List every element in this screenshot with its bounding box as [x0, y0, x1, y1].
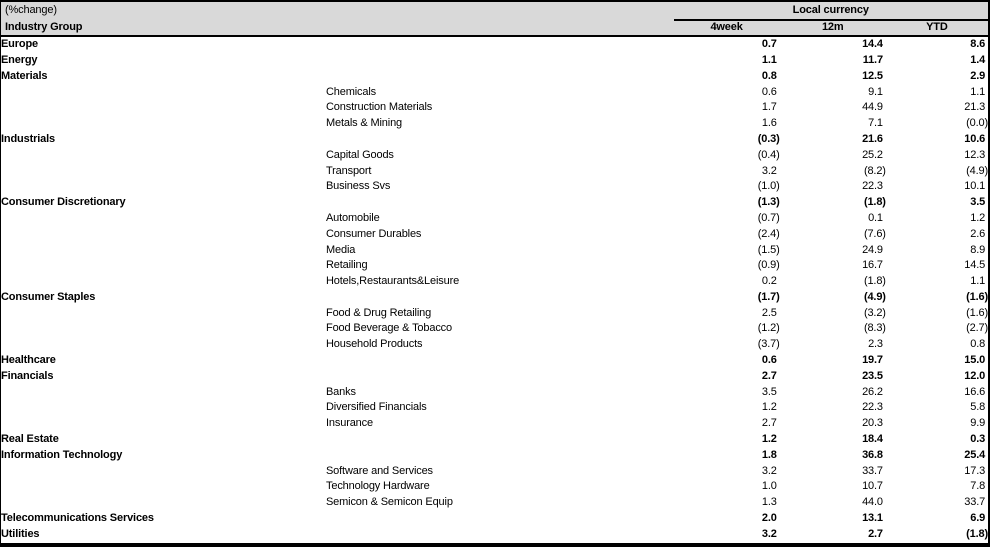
column-header-ytd: YTD — [886, 20, 989, 36]
value-ytd: 33.7 — [964, 496, 988, 509]
value-4week: 2.0 — [761, 512, 780, 525]
value-4week: (1.0) — [757, 180, 780, 193]
row-label: Insurance — [326, 417, 373, 430]
row-label: Food & Drug Retailing — [326, 306, 432, 319]
value-ytd: 25.4 — [964, 448, 988, 461]
value-12m: 16.7 — [862, 259, 886, 272]
value-ytd: 1.1 — [970, 85, 988, 98]
table-row — [1, 385, 990, 401]
value-4week: 3.2 — [761, 464, 780, 477]
value-12m: 12.5 — [862, 69, 886, 82]
row-label: Technology Hardware — [326, 480, 430, 493]
table-row — [1, 211, 990, 227]
row-label: Energy — [1, 53, 38, 66]
value-ytd: 16.6 — [964, 385, 988, 398]
row-label: Food Beverage & Tobacco — [326, 322, 452, 335]
table-row — [1, 69, 990, 85]
value-12m: 26.2 — [862, 385, 886, 398]
value-4week: 0.2 — [761, 275, 780, 288]
value-4week: 1.2 — [761, 433, 780, 446]
value-4week: (1.5) — [757, 243, 780, 256]
row-label: Materials — [1, 69, 48, 82]
value-ytd: 10.6 — [964, 132, 988, 145]
value-ytd: 3.5 — [970, 196, 988, 209]
value-12m: 2.3 — [868, 338, 886, 351]
table-row — [1, 416, 990, 432]
value-4week: 1.8 — [761, 448, 780, 461]
value-12m: 20.3 — [862, 417, 886, 430]
row-label: Healthcare — [1, 354, 56, 367]
table-row — [1, 464, 990, 480]
value-12m: 33.7 — [862, 464, 886, 477]
value-ytd: 0.8 — [970, 338, 988, 351]
row-label: Europe — [1, 38, 38, 51]
row-label: Metals & Mining — [326, 117, 403, 130]
value-4week: (1.3) — [757, 196, 780, 209]
table-row — [1, 132, 990, 148]
value-12m: (7.6) — [863, 227, 886, 240]
value-4week: 1.6 — [761, 117, 780, 130]
row-label: Banks — [326, 385, 356, 398]
value-4week: (0.7) — [757, 211, 780, 224]
value-4week: 1.0 — [761, 480, 780, 493]
local-currency-header: Local currency — [674, 1, 990, 20]
value-ytd: 8.6 — [970, 38, 988, 51]
row-label: Consumer Durables — [326, 227, 422, 240]
value-ytd: (2.7) — [966, 322, 988, 335]
row-label: Semicon & Semicon Equip — [326, 496, 453, 509]
value-12m: 24.9 — [862, 243, 886, 256]
value-ytd: 21.3 — [964, 101, 988, 114]
value-4week: (1.7) — [757, 290, 780, 303]
row-label: Construction Materials — [326, 101, 433, 114]
value-ytd: 15.0 — [964, 354, 988, 367]
header-row-columns — [1, 20, 990, 36]
row-label: Consumer Discretionary — [1, 196, 126, 209]
table-row — [1, 337, 990, 353]
value-4week: (0.4) — [757, 148, 780, 161]
row-label: Automobile — [326, 211, 380, 224]
value-12m: (1.8) — [863, 196, 886, 209]
value-12m: 19.7 — [862, 354, 886, 367]
value-ytd: 1.1 — [970, 275, 988, 288]
value-ytd: 5.8 — [970, 401, 988, 414]
header-row-currency — [1, 1, 990, 20]
value-4week: 3.5 — [761, 385, 780, 398]
value-ytd: 2.9 — [970, 69, 988, 82]
value-4week: 1.2 — [761, 401, 780, 414]
table-row — [1, 227, 990, 243]
row-label: Transport — [326, 164, 372, 177]
table-row — [1, 290, 990, 306]
value-12m: (1.8) — [863, 275, 886, 288]
table-row — [1, 495, 990, 511]
value-ytd: (1.6) — [966, 290, 988, 303]
row-label: Capital Goods — [326, 148, 394, 161]
value-12m: (4.9) — [863, 290, 886, 303]
table-row — [1, 527, 990, 545]
value-ytd: 12.0 — [964, 369, 988, 382]
value-4week: (1.2) — [757, 322, 780, 335]
value-4week: 0.6 — [761, 354, 780, 367]
row-label: Diversified Financials — [326, 401, 427, 414]
table-row — [1, 432, 990, 448]
table-row — [1, 148, 990, 164]
table-row — [1, 242, 990, 258]
row-label: Business Svs — [326, 180, 391, 193]
value-12m: 2.7 — [868, 528, 886, 541]
column-header-12m: 12m — [780, 20, 886, 36]
value-ytd: 1.2 — [970, 211, 988, 224]
row-label: Chemicals — [326, 85, 376, 98]
table-row — [1, 400, 990, 416]
value-12m: 9.1 — [868, 85, 886, 98]
value-ytd: 7.8 — [970, 480, 988, 493]
value-4week: 0.8 — [761, 69, 780, 82]
value-4week: 3.2 — [761, 528, 780, 541]
value-4week: 2.7 — [761, 417, 780, 430]
value-12m: 14.4 — [862, 38, 886, 51]
value-12m: 22.3 — [862, 401, 886, 414]
value-4week: 3.2 — [761, 164, 780, 177]
value-12m: 44.0 — [862, 496, 886, 509]
table-row — [1, 448, 990, 464]
value-ytd: 9.9 — [970, 417, 988, 430]
value-4week: (0.9) — [757, 259, 780, 272]
value-12m: 44.9 — [862, 101, 886, 114]
value-ytd: 17.3 — [964, 464, 988, 477]
value-12m: 21.6 — [862, 132, 886, 145]
table-row — [1, 511, 990, 527]
row-label: Utilities — [1, 528, 40, 541]
value-ytd: (4.9) — [966, 164, 988, 177]
row-label: Media — [326, 243, 356, 256]
value-ytd: (1.6) — [966, 306, 988, 319]
percent-change-label: (%change) — [1, 1, 674, 20]
value-ytd: 6.9 — [970, 512, 988, 525]
value-12m: 7.1 — [868, 117, 886, 130]
row-label: Retailing — [326, 259, 368, 272]
value-4week: 1.7 — [761, 101, 780, 114]
row-label: Household Products — [326, 338, 423, 351]
table-row — [1, 116, 990, 132]
table-row — [1, 479, 990, 495]
value-12m: (3.2) — [863, 306, 886, 319]
table-row — [1, 321, 990, 337]
row-label: Financials — [1, 369, 54, 382]
value-4week: 0.7 — [761, 38, 780, 51]
row-label: Consumer Staples — [1, 290, 96, 303]
row-label: Industrials — [1, 132, 55, 145]
value-ytd: 1.4 — [970, 53, 988, 66]
table-row — [1, 163, 990, 179]
table-row — [1, 274, 990, 290]
value-4week: 2.5 — [761, 306, 780, 319]
value-12m: 0.1 — [868, 211, 886, 224]
row-label: Real Estate — [1, 433, 59, 446]
value-4week: 1.1 — [761, 53, 780, 66]
table-row — [1, 353, 990, 369]
value-12m: 10.7 — [862, 480, 886, 493]
value-12m: (8.2) — [863, 164, 886, 177]
value-12m: 22.3 — [862, 180, 886, 193]
column-header-4week: 4week — [674, 20, 780, 36]
value-ytd: 0.3 — [970, 433, 988, 446]
table-row — [1, 306, 990, 322]
value-ytd: 2.6 — [970, 227, 988, 240]
value-12m: 36.8 — [862, 448, 886, 461]
value-4week: 0.6 — [761, 85, 780, 98]
row-label: Hotels,Restaurants&Leisure — [326, 275, 460, 288]
table-row — [1, 195, 990, 211]
table-row — [1, 258, 990, 274]
value-4week: (3.7) — [757, 338, 780, 351]
value-ytd: (1.8) — [966, 528, 988, 541]
value-4week: 1.3 — [761, 496, 780, 509]
value-12m: 25.2 — [862, 148, 886, 161]
value-12m: 23.5 — [862, 369, 886, 382]
industry-group-header: Industry Group — [1, 20, 674, 36]
value-12m: 11.7 — [862, 53, 886, 66]
row-label: Telecommunications Services — [1, 512, 154, 525]
value-4week: 2.7 — [761, 369, 780, 382]
table-row — [1, 84, 990, 100]
row-label: Information Technology — [1, 448, 123, 461]
table-row — [1, 100, 990, 116]
table-row — [1, 179, 990, 195]
table-row — [1, 369, 990, 385]
table-row — [1, 36, 990, 53]
row-label: Software and Services — [326, 464, 433, 477]
value-ytd: 10.1 — [964, 180, 988, 193]
value-12m: 18.4 — [862, 433, 886, 446]
value-ytd: 8.9 — [970, 243, 988, 256]
value-12m: (8.3) — [863, 322, 886, 335]
value-ytd: (0.0) — [966, 117, 988, 130]
value-4week: (0.3) — [757, 132, 780, 145]
value-ytd: 12.3 — [964, 148, 988, 161]
value-12m: 13.1 — [862, 512, 886, 525]
table-row — [1, 53, 990, 69]
value-4week: (2.4) — [757, 227, 780, 240]
value-ytd: 14.5 — [964, 259, 988, 272]
